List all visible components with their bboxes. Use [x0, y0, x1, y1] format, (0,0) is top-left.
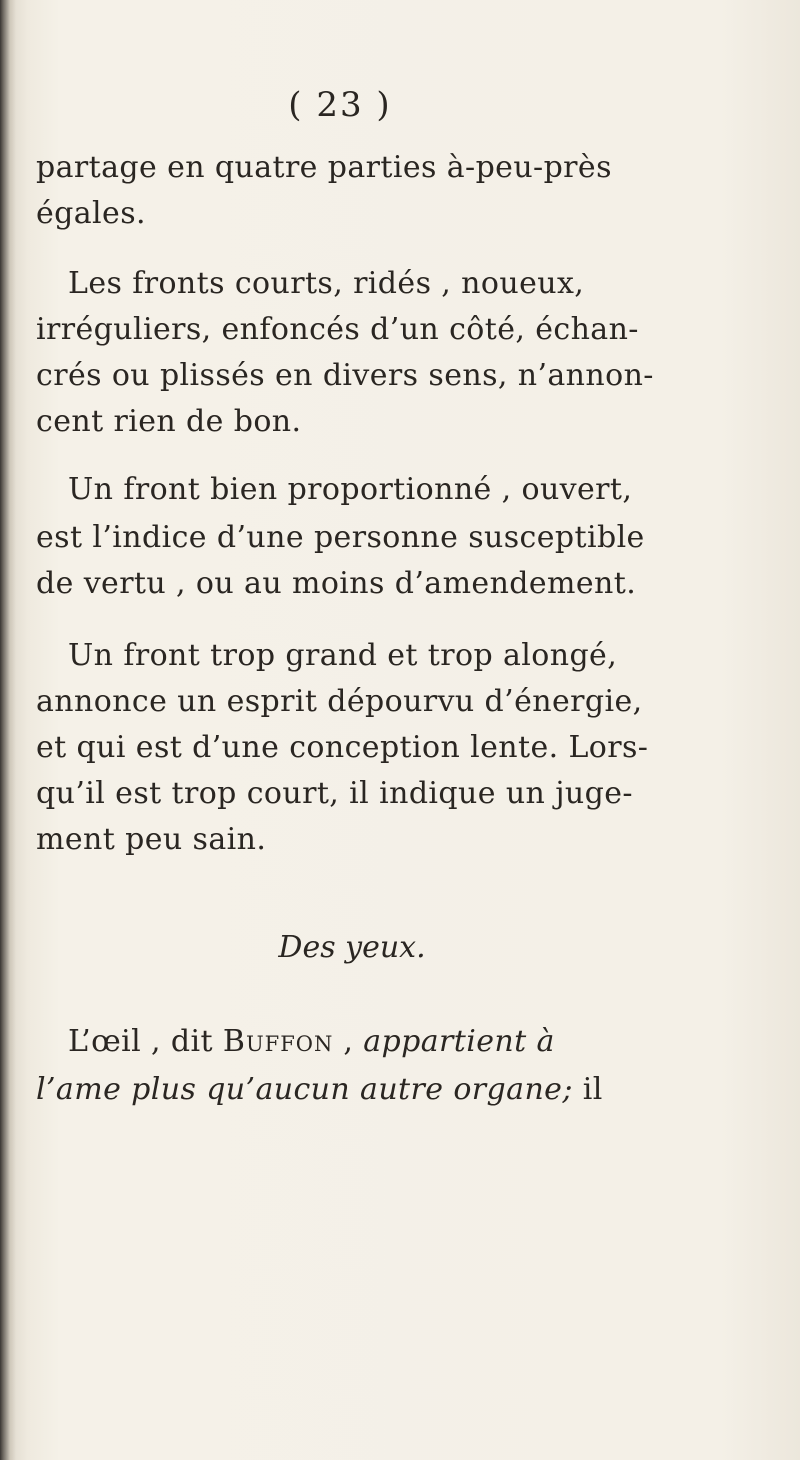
text-segment: L’œil , dit [68, 1024, 223, 1059]
text-segment: , [333, 1024, 364, 1059]
page-binding-edge [0, 0, 16, 1460]
text-line: Un front bien proportionné , ouvert, [68, 472, 633, 507]
text-segment: il [572, 1072, 603, 1107]
text-line: cent rien de bon. [36, 404, 302, 439]
text-line: irréguliers, enfoncés d’un côté, échan- [36, 312, 639, 347]
page-number: ( 23 ) [288, 85, 392, 125]
italic-quote: appartient à [363, 1024, 555, 1059]
text-line: Un front trop grand et trop alongé, [68, 638, 618, 673]
italic-quote: l’ame plus qu’aucun autre organe; [36, 1072, 573, 1107]
text-line [36, 1072, 603, 1107]
section-heading: Des yeux. [278, 930, 426, 965]
author-name: Buffon [222, 1024, 334, 1059]
text-line: et qui est d’une conception lente. Lors- [36, 730, 649, 765]
text-line: de vertu , ou au moins d’amendement. [36, 566, 637, 601]
text-line: ment peu sain. [36, 822, 267, 857]
text-line [68, 1024, 555, 1059]
text-line: qu’il est trop court, il indique un juge- [36, 776, 633, 811]
text-line: Les fronts courts, ridés , noueux, [68, 266, 585, 301]
text-line: égales. [36, 196, 146, 231]
text-line: partage en quatre parties à-peu-près [36, 150, 612, 185]
text-line: crés ou plissés en divers sens, n’annon- [36, 358, 654, 393]
text-line: est l’indice d’une personne susceptible [36, 520, 645, 555]
text-line: annonce un esprit dépourvu d’énergie, [36, 684, 643, 719]
